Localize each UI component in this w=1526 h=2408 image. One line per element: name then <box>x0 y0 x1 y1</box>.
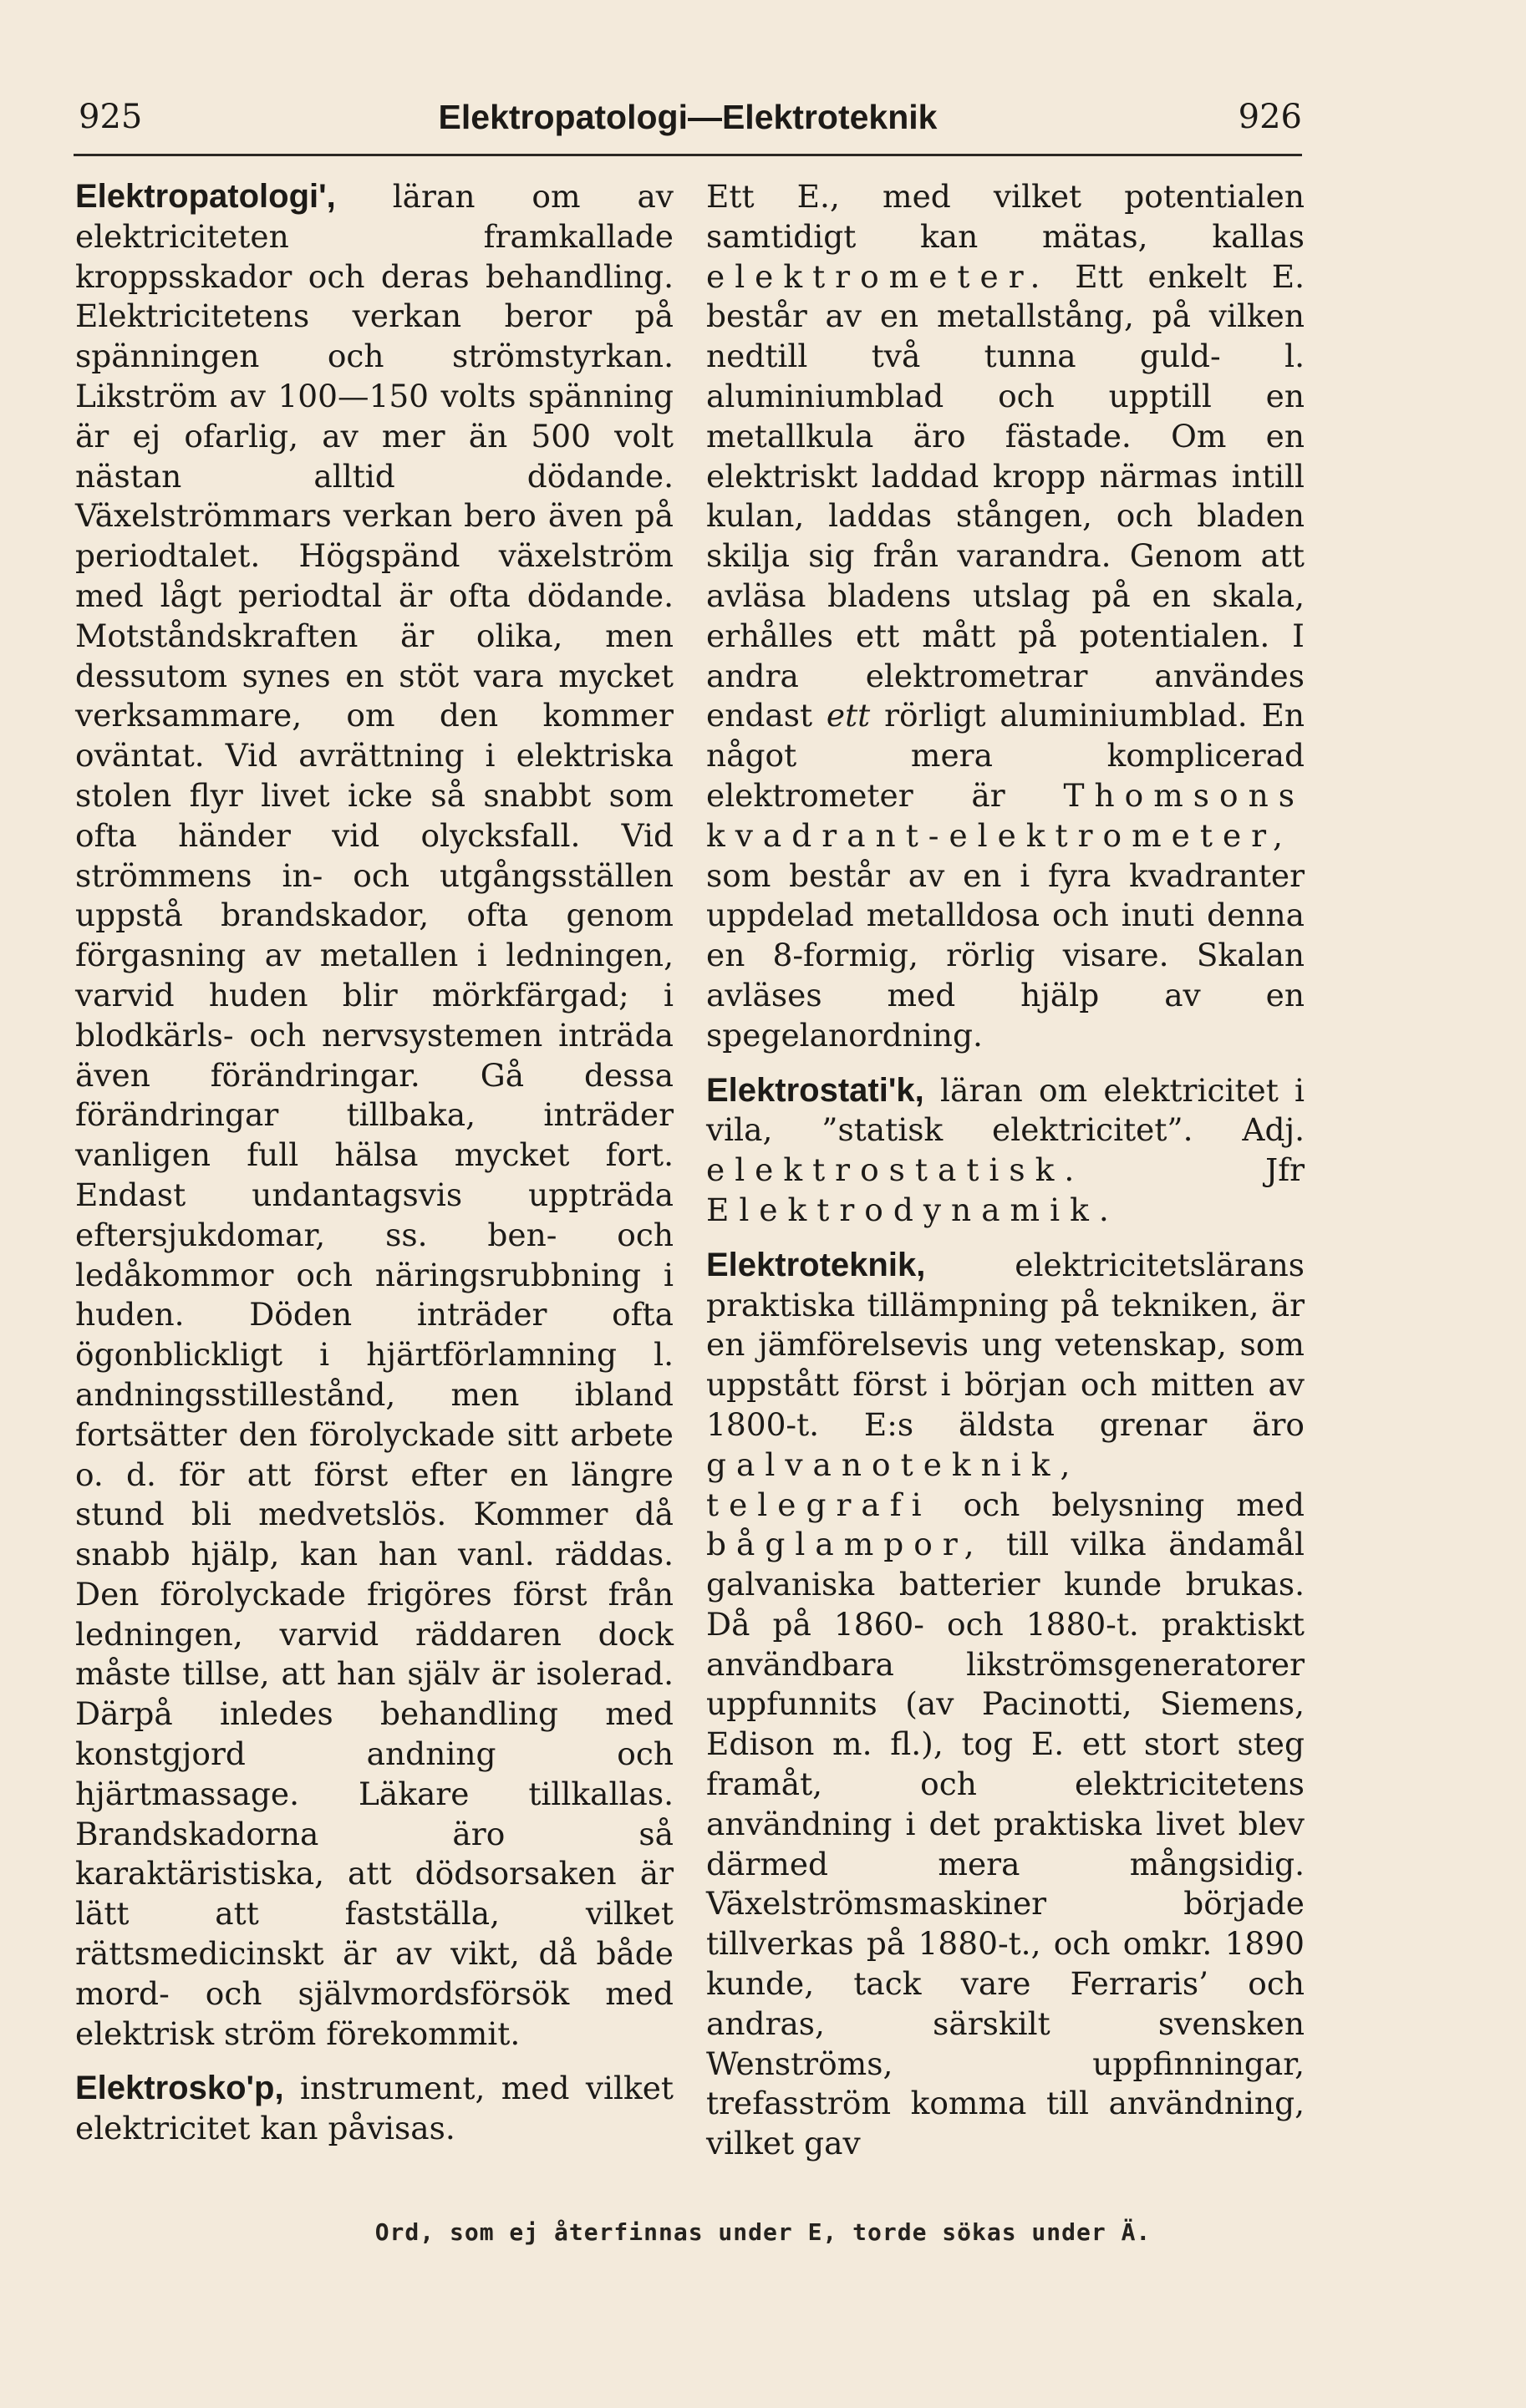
definition-elektropatologi: läran om av elektriciteten framkallade kroppsskador och deras behandling. Elektricitetens verkan beror på spänningen och strömstyrkan. Likström av 100—150 volts spänning är ej ofarlig, av mer än 500 volt nästan alltid dödande. Växelströmmars verkan bero även på periodtalet. Högspänd växelström med lågt periodtal är ofta dödande. Motståndskraften är olika, men dessutom synes en stöt vara mycket verksammare, om den kommer oväntat. Vid avrättning i elektriska stolen flyr livet icke så snabbt som ofta händer vid olycksfall. Vid strömmens in- och utgångsställen uppstå brandskador, ofta genom förgasning av metallen i ledningen, varvid huden blir mörkfärgad; i blodkärls- och nervsystemen inträda även förändringar. Gå dessa förändringar tillbaka, inträder vanligen full hälsa mycket fort. Endast undantagsvis uppträda eftersjukdomar, ss. ben- och ledåkommor och näringsrubbning i huden. Döden inträder ofta ögonblickligt i hjärtförlamning l. andningsstillestånd, men ibland fortsätter den förolyckade sitt arbete o. d. för att först efter en längre stund bli medvetslös. Kommer då snabb hjälp, kan han vanl. räddas. Den förolyckade frigöres först från ledningen, varvid räddaren dock måste tillse, att han själv är isolerad. Därpå inledes behandling med konstgjord andning och hjärtmassage. Läkare tillkallas. Brandskadorna äro så karaktäristiska, att dödsorsaken är lätt att fastställa, vilket rättsmedicinskt är av vikt, då både mord- och självmordsförsök med elektrisk ström förekommit. <box>75 178 674 2052</box>
entry-elektrostatik <box>706 1071 1305 1231</box>
spaced-term: Thomsons kvadrant-elektrometer, <box>706 776 1305 854</box>
running-title: Elektropatologi—Elektroteknik <box>438 98 938 136</box>
text-segment: läran om elektricitet i vila, ”statisk elektricitet”. Adj. <box>706 1071 1305 1149</box>
spaced-term: galvanoteknik, telegrafi <box>706 1445 1081 1523</box>
headword-elektroteknik: Elektroteknik, <box>706 1246 926 1283</box>
text-segment: Ett enkelt E. består av en metallstång, på vilken nedtill två tunna guld- l. aluminiumblad och upptill en metallkula äro fästade. Om en elektriskt laddad kropp närmas intill kulan, laddas stången, och bladen skilja sig från varandra. Genom att avläsa bladens utslag på en skala, erhålles ett mått på potentialen. I andra elektrometrar användes endast <box>706 257 1305 734</box>
footer-note: Ord, som ej återfinnas under E, torde sökas under Ä. <box>374 2218 1152 2246</box>
spaced-term: båglampor, <box>706 1526 984 1563</box>
entry-elektroskop-continued <box>706 177 1305 1056</box>
spaced-term: elektrometer. <box>706 257 1050 295</box>
headword-elektroskop: Elektrosko'p, <box>75 2070 284 2107</box>
entry-elektroskop <box>75 2069 674 2149</box>
right-column <box>706 177 1305 2164</box>
text-segment: och belysning med <box>963 1486 1305 1523</box>
entry-elektropatologi <box>75 177 674 2054</box>
text-segment: till vilka ändamål galvaniska batterier kunde brukas. Då på 1860- och 1880-t. praktiskt användbara likströmsgeneratorer uppfunnits (av Pacinotti, Siemens, Edison m. fl.), tog E. ett stort steg framåt, och elektricitetens användning i det praktiska livet blev därmed mera mångsidig. Växelströmsmaskiner började tillverkas på 1880-t., och omkr. 1890 kunde, tack vare Ferraris’ och andras, särskilt svensken Wenströms, uppfinningar, trefasström komma till användning, vilket gav <box>706 1526 1305 2162</box>
text-segment: Ett E., med vilket potentialen samtidigt kan mätas, kallas <box>706 178 1305 255</box>
page-header <box>74 94 1302 144</box>
definition-elektroskop: instrument, med vilket elektricitet kan påvisas. <box>75 2070 674 2147</box>
spaced-term: Elektrodynamik. <box>706 1191 1119 1228</box>
entry-elektroteknik <box>706 1246 1305 2164</box>
right-page-number: 926 <box>1238 98 1302 136</box>
italic-term: ett <box>826 697 871 734</box>
header-rule <box>74 154 1302 156</box>
left-column <box>75 177 674 2149</box>
text-segment: elektricitetslärans praktiska tillämpning på tekniken, är en jämförelsevis ung vetenskap, som uppstått först i början och mitten av 1800-t. E:s äldsta grenar äro <box>706 1246 1305 1443</box>
text-segment: Jfr <box>1265 1151 1305 1189</box>
text-segment: rörligt aluminiumblad. En något mera komplicerad elektrometer är <box>706 697 1305 814</box>
headword-elektropatologi: Elektropatologi', <box>75 178 336 215</box>
headword-elektrostatik: Elektrostati'k, <box>706 1071 924 1109</box>
left-page-number: 925 <box>79 98 143 136</box>
spaced-term: elektrostatisk. <box>706 1151 1085 1189</box>
text-segment: som består av en i fyra kvadranter uppdelad metalldosa och inuti denna en 8-formig, rörlig visare. Skalan avläses med hjälp av en spegelanordning. <box>706 856 1305 1054</box>
